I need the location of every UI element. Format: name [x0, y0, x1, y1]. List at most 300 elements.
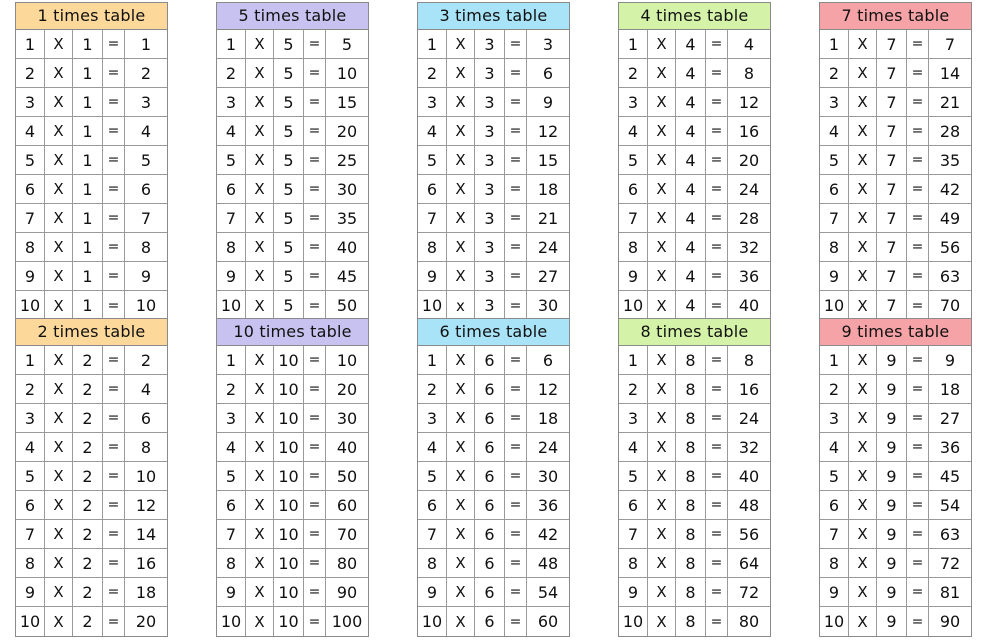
times-sign: X — [45, 59, 73, 87]
table-row — [217, 375, 368, 404]
times-sign: X — [246, 88, 274, 116]
times-sign: X — [648, 433, 676, 461]
equals-sign: = — [706, 88, 728, 116]
times-sign: X — [447, 233, 475, 261]
equals-sign: = — [706, 175, 728, 203]
product-cell: 8 — [743, 63, 755, 83]
multiplier-cell: 1 — [73, 262, 103, 290]
factor-cell: 2 — [418, 375, 447, 403]
table-row — [418, 578, 569, 607]
equals-sign: = — [907, 607, 929, 636]
factor-cell: 6 — [217, 175, 246, 203]
table-row — [619, 549, 770, 578]
equals-sign: = — [706, 59, 728, 87]
factor-cell: 6 — [16, 491, 45, 519]
times-sign: X — [246, 146, 274, 174]
product-cell: 24 — [738, 408, 760, 428]
factor-cell: 3 — [217, 88, 246, 116]
product-cell: 3 — [542, 34, 554, 54]
product-cell: 32 — [738, 237, 760, 257]
factor-cell: 2 — [16, 375, 45, 403]
multiplier-cell: 9 — [877, 520, 907, 548]
times-sign: X — [45, 262, 73, 290]
table-title: 2 times table — [16, 319, 167, 346]
equals-sign: = — [907, 375, 929, 403]
equals-sign: = — [103, 549, 125, 577]
product-cell: 42 — [939, 179, 961, 199]
factor-cell: 8 — [418, 549, 447, 577]
table-row — [820, 204, 971, 233]
multiplier-cell: 4 — [676, 59, 706, 87]
factor-cell: 3 — [820, 404, 849, 432]
product-cell: 100 — [331, 612, 363, 631]
table-row — [16, 88, 167, 117]
equals-sign: = — [505, 262, 527, 290]
product-cell: 6 — [542, 63, 554, 83]
table-row — [16, 204, 167, 233]
table-row — [418, 291, 569, 320]
table-row — [820, 462, 971, 491]
factor-cell: 7 — [16, 204, 45, 232]
multiplier-cell: 1 — [73, 88, 103, 116]
equals-sign: = — [706, 117, 728, 145]
table-row — [619, 204, 770, 233]
times-sign: X — [849, 462, 877, 490]
multiplier-cell: 3 — [475, 291, 505, 320]
factor-cell: 4 — [16, 433, 45, 461]
multiplier-cell: 5 — [274, 291, 304, 320]
equals-sign: = — [706, 607, 728, 636]
multiplier-cell: 4 — [676, 175, 706, 203]
table-row — [16, 30, 167, 59]
table-row — [16, 433, 167, 462]
multiplier-cell: 4 — [676, 233, 706, 261]
table-row — [619, 346, 770, 375]
multiplier-cell: 5 — [274, 117, 304, 145]
times-sign: X — [45, 520, 73, 548]
product-cell: 24 — [537, 437, 559, 457]
equals-sign: = — [907, 549, 929, 577]
factor-cell: 10 — [820, 291, 849, 320]
table-row — [16, 117, 167, 146]
table-row — [16, 175, 167, 204]
table-row — [619, 291, 770, 320]
times-sign: X — [45, 346, 73, 374]
product-cell: 30 — [537, 296, 559, 315]
times-sign: X — [45, 578, 73, 606]
multiplier-cell: 7 — [877, 30, 907, 58]
table-row — [418, 175, 569, 204]
times-sign: X — [447, 375, 475, 403]
equals-sign: = — [103, 607, 125, 636]
multiplier-cell: 6 — [475, 462, 505, 490]
times-sign: X — [648, 578, 676, 606]
product-cell: 35 — [939, 150, 961, 170]
equals-sign: = — [907, 578, 929, 606]
equals-sign: = — [907, 88, 929, 116]
product-cell: 50 — [336, 466, 358, 486]
times-sign: X — [648, 549, 676, 577]
table-row — [217, 607, 368, 636]
multiplier-cell: 3 — [475, 59, 505, 87]
table-row — [820, 88, 971, 117]
product-cell: 8 — [743, 350, 755, 370]
equals-sign: = — [505, 491, 527, 519]
factor-cell: 2 — [820, 375, 849, 403]
equals-sign: = — [103, 146, 125, 174]
equals-sign: = — [505, 404, 527, 432]
equals-sign: = — [103, 30, 125, 58]
product-cell: 10 — [336, 63, 358, 83]
times-sign: X — [447, 204, 475, 232]
factor-cell: 5 — [418, 462, 447, 490]
factor-cell: 6 — [418, 175, 447, 203]
equals-sign: = — [706, 262, 728, 290]
times-sign: X — [648, 233, 676, 261]
product-cell: 14 — [939, 63, 961, 83]
product-cell: 10 — [336, 350, 358, 370]
equals-sign: = — [304, 233, 326, 261]
product-cell: 20 — [336, 379, 358, 399]
product-cell: 81 — [939, 582, 961, 602]
factor-cell: 5 — [820, 146, 849, 174]
equals-sign: = — [304, 146, 326, 174]
product-cell: 32 — [738, 437, 760, 457]
product-cell: 24 — [537, 237, 559, 257]
times-sign: X — [648, 607, 676, 636]
times-sign: X — [648, 88, 676, 116]
multiplier-cell: 1 — [73, 175, 103, 203]
factor-cell: 10 — [217, 607, 246, 636]
equals-sign: = — [304, 204, 326, 232]
multiplier-cell: 1 — [73, 291, 103, 320]
multiplier-cell: 6 — [475, 375, 505, 403]
multiplier-cell: 4 — [676, 204, 706, 232]
factor-cell: 1 — [217, 30, 246, 58]
times-sign: X — [648, 117, 676, 145]
times-sign: X — [45, 233, 73, 261]
factor-cell: 7 — [217, 204, 246, 232]
multiplier-cell: 9 — [877, 433, 907, 461]
equals-sign: = — [103, 462, 125, 490]
table-row — [619, 146, 770, 175]
times-sign: X — [246, 607, 274, 636]
times-sign: X — [447, 262, 475, 290]
table-row — [217, 30, 368, 59]
table-row — [418, 462, 569, 491]
product-cell: 80 — [336, 553, 358, 573]
factor-cell: 4 — [418, 117, 447, 145]
product-cell: 56 — [738, 524, 760, 544]
equals-sign: = — [304, 433, 326, 461]
factor-cell: 1 — [820, 30, 849, 58]
times-sign: X — [447, 520, 475, 548]
multiplier-cell: 3 — [475, 30, 505, 58]
equals-sign: = — [103, 346, 125, 374]
times-sign: X — [849, 607, 877, 636]
product-cell: 7 — [140, 208, 152, 228]
product-cell: 30 — [537, 466, 559, 486]
table-row — [16, 491, 167, 520]
equals-sign: = — [505, 433, 527, 461]
factor-cell: 1 — [820, 346, 849, 374]
multiplier-cell: 3 — [475, 233, 505, 261]
times-sign: X — [45, 491, 73, 519]
table-row — [16, 59, 167, 88]
table-row — [418, 433, 569, 462]
table-row — [820, 549, 971, 578]
equals-sign: = — [706, 204, 728, 232]
times-sign: X — [246, 520, 274, 548]
equals-sign: = — [304, 491, 326, 519]
product-cell: 16 — [738, 121, 760, 141]
table-row — [418, 117, 569, 146]
table-row — [217, 175, 368, 204]
factor-cell: 7 — [619, 204, 648, 232]
times-sign: X — [246, 346, 274, 374]
table-row — [16, 578, 167, 607]
factor-cell: 8 — [820, 233, 849, 261]
multiplier-cell: 2 — [73, 462, 103, 490]
times-sign: X — [849, 520, 877, 548]
product-cell: 40 — [336, 237, 358, 257]
factor-cell: 10 — [619, 607, 648, 636]
equals-sign: = — [907, 462, 929, 490]
table-row — [619, 233, 770, 262]
multiplier-cell: 3 — [475, 262, 505, 290]
multiplier-cell: 7 — [877, 233, 907, 261]
product-cell: 28 — [939, 121, 961, 141]
factor-cell: 8 — [820, 549, 849, 577]
table-title: 8 times table — [619, 319, 770, 346]
multiplier-cell: 3 — [475, 175, 505, 203]
equals-sign: = — [907, 491, 929, 519]
equals-sign: = — [103, 433, 125, 461]
factor-cell: 9 — [820, 578, 849, 606]
factor-cell: 5 — [217, 146, 246, 174]
table-row — [217, 404, 368, 433]
table-row — [820, 175, 971, 204]
times-sign: X — [849, 146, 877, 174]
times-table-8 — [618, 318, 771, 637]
times-sign: X — [648, 346, 676, 374]
multiplier-cell: 5 — [274, 233, 304, 261]
equals-sign: = — [505, 59, 527, 87]
product-cell: 72 — [939, 553, 961, 573]
factor-cell: 1 — [619, 30, 648, 58]
table-row — [619, 578, 770, 607]
multiplier-cell: 6 — [475, 404, 505, 432]
product-cell: 40 — [336, 437, 358, 457]
product-cell: 27 — [939, 408, 961, 428]
multiplier-cell: 2 — [73, 375, 103, 403]
multiplier-cell: 1 — [73, 30, 103, 58]
times-sign: X — [849, 175, 877, 203]
factor-cell: 8 — [619, 549, 648, 577]
times-sign: X — [648, 175, 676, 203]
equals-sign: = — [907, 433, 929, 461]
factor-cell: 7 — [217, 520, 246, 548]
product-cell: 90 — [336, 582, 358, 602]
product-cell: 18 — [939, 379, 961, 399]
times-sign: X — [447, 491, 475, 519]
equals-sign: = — [706, 433, 728, 461]
table-row — [619, 607, 770, 636]
table-row — [16, 146, 167, 175]
product-cell: 5 — [341, 34, 353, 54]
table-row — [418, 59, 569, 88]
multiplier-cell: 4 — [676, 146, 706, 174]
equals-sign: = — [505, 233, 527, 261]
table-row — [217, 204, 368, 233]
table-row — [820, 117, 971, 146]
multiplier-cell: 8 — [676, 491, 706, 519]
multiplier-cell: 8 — [676, 375, 706, 403]
multiplier-cell: 7 — [877, 59, 907, 87]
equals-sign: = — [103, 491, 125, 519]
equals-sign: = — [103, 204, 125, 232]
factor-cell: 6 — [820, 175, 849, 203]
factor-cell: 10 — [418, 607, 447, 636]
equals-sign: = — [103, 88, 125, 116]
table-row — [217, 346, 368, 375]
multiplier-cell: 10 — [274, 578, 304, 606]
multiplier-cell: 6 — [475, 520, 505, 548]
table-row — [16, 346, 167, 375]
table-row — [619, 433, 770, 462]
product-cell: 64 — [738, 553, 760, 573]
multiplier-cell: 4 — [676, 262, 706, 290]
times-table-5 — [216, 2, 369, 321]
times-sign: X — [45, 30, 73, 58]
multiplier-cell: 1 — [73, 204, 103, 232]
table-row — [820, 491, 971, 520]
equals-sign: = — [304, 88, 326, 116]
factor-cell: 3 — [16, 88, 45, 116]
product-cell: 21 — [939, 92, 961, 112]
times-table-3 — [417, 2, 570, 321]
equals-sign: = — [505, 175, 527, 203]
times-table-7 — [819, 2, 972, 321]
product-cell: 15 — [336, 92, 358, 112]
equals-sign: = — [505, 549, 527, 577]
multiplier-cell: 7 — [877, 204, 907, 232]
multiplier-cell: 9 — [877, 491, 907, 519]
product-cell: 63 — [939, 266, 961, 286]
times-sign: X — [246, 375, 274, 403]
multiplier-cell: 8 — [676, 346, 706, 374]
table-row — [820, 607, 971, 636]
equals-sign: = — [907, 346, 929, 374]
product-cell: 6 — [140, 408, 152, 428]
factor-cell: 3 — [16, 404, 45, 432]
factor-cell: 8 — [16, 549, 45, 577]
factor-cell: 2 — [16, 59, 45, 87]
times-sign: X — [246, 291, 274, 320]
table-row — [217, 117, 368, 146]
times-sign: X — [45, 607, 73, 636]
factor-cell: 7 — [619, 520, 648, 548]
factor-cell: 6 — [619, 491, 648, 519]
factor-cell: 1 — [16, 30, 45, 58]
factor-cell: 2 — [217, 59, 246, 87]
multiplier-cell: 9 — [877, 346, 907, 374]
table-row — [418, 30, 569, 59]
times-sign: X — [447, 88, 475, 116]
factor-cell: 7 — [16, 520, 45, 548]
product-cell: 20 — [738, 150, 760, 170]
equals-sign: = — [304, 291, 326, 320]
times-sign: X — [447, 404, 475, 432]
factor-cell: 9 — [418, 578, 447, 606]
table-row — [820, 578, 971, 607]
equals-sign: = — [505, 346, 527, 374]
product-cell: 40 — [738, 466, 760, 486]
product-cell: 10 — [135, 466, 157, 486]
product-cell: 50 — [336, 296, 358, 315]
times-sign: X — [246, 30, 274, 58]
product-cell: 20 — [336, 121, 358, 141]
factor-cell: 7 — [418, 520, 447, 548]
product-cell: 12 — [537, 121, 559, 141]
product-cell: 54 — [537, 582, 559, 602]
factor-cell: 10 — [418, 291, 447, 320]
multiplier-cell: 8 — [676, 549, 706, 577]
product-cell: 56 — [939, 237, 961, 257]
table-row — [820, 146, 971, 175]
product-cell: 36 — [939, 437, 961, 457]
table-row — [418, 346, 569, 375]
table-title: 3 times table — [418, 3, 569, 30]
table-row — [16, 291, 167, 320]
factor-cell: 10 — [16, 607, 45, 636]
equals-sign: = — [304, 549, 326, 577]
product-cell: 25 — [336, 150, 358, 170]
equals-sign: = — [304, 404, 326, 432]
factor-cell: 9 — [16, 262, 45, 290]
times-table-9 — [819, 318, 972, 637]
times-sign: X — [246, 578, 274, 606]
multiplier-cell: 2 — [73, 433, 103, 461]
multiplier-cell: 10 — [274, 491, 304, 519]
table-row — [619, 375, 770, 404]
product-cell: 16 — [738, 379, 760, 399]
product-cell: 12 — [738, 92, 760, 112]
factor-cell: 4 — [820, 117, 849, 145]
equals-sign: = — [304, 462, 326, 490]
multiplier-cell: 8 — [676, 607, 706, 636]
table-row — [217, 291, 368, 320]
times-sign: X — [849, 404, 877, 432]
multiplier-cell: 2 — [73, 607, 103, 636]
product-cell: 9 — [542, 92, 554, 112]
table-row — [16, 404, 167, 433]
table-row — [16, 549, 167, 578]
times-sign: X — [246, 117, 274, 145]
multiplier-cell: 4 — [676, 88, 706, 116]
multiplier-cell: 4 — [676, 30, 706, 58]
factor-cell: 3 — [418, 88, 447, 116]
times-sign: X — [648, 375, 676, 403]
multiplier-cell: 9 — [877, 578, 907, 606]
equals-sign: = — [304, 375, 326, 403]
multiplier-cell: 9 — [877, 375, 907, 403]
equals-sign: = — [103, 404, 125, 432]
factor-cell: 9 — [217, 578, 246, 606]
multiplier-cell: 8 — [676, 433, 706, 461]
table-row — [418, 607, 569, 636]
factor-cell: 9 — [418, 262, 447, 290]
